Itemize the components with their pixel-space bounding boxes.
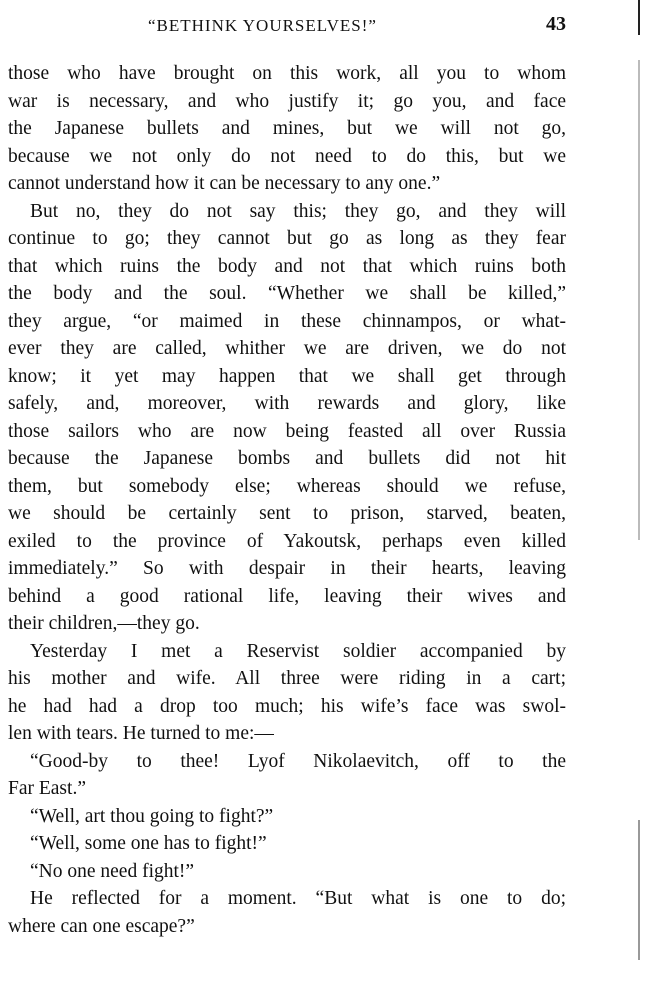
text-line: “Good-by to thee! Lyof Nikolaevitch, off to the — [30, 750, 566, 772]
text-line: know; it yet may happen that we shall get through — [8, 365, 566, 387]
body-text — [8, 60, 566, 940]
text-line: war is necessary, and who justify it; go you, and face — [8, 90, 566, 112]
text-line: the Japanese bullets and mines, but we will not go, — [8, 118, 566, 139]
text-line: those sailors who are now being feasted all over Russia — [8, 420, 566, 442]
running-title: “BETHINK YOURSELVES!” — [148, 16, 377, 35]
text-line: cannot understand how it can be necessary to any one.” — [8, 173, 441, 194]
text-line: that which ruins the body and not that which ruins both — [8, 255, 566, 277]
text-line: Yesterday I met a Reservist soldier accompanied by — [30, 640, 566, 662]
text-line: them, but somebody else; whereas should we refuse, — [8, 475, 566, 497]
text-line: “Well, art thou going to fight?” — [30, 805, 274, 827]
text-line: safely, and, moreover, with rewards and glory, like — [8, 393, 566, 414]
text-line: exiled to the province of Yakoutsk, perhaps even killed — [8, 530, 566, 552]
text-line: those who have brought on this work, all you to whom — [8, 63, 566, 84]
text-line: Far East.” — [8, 778, 86, 799]
text-line: behind a good rational life, leaving their wives and — [8, 585, 566, 607]
text-line: the body and the soul. “Whether we shall be killed,” — [8, 283, 566, 304]
text-line: his mother and wife. All three were riding in a cart; — [8, 668, 566, 689]
text-line: because we not only do not need to do this, but we — [8, 145, 566, 167]
text-line: immediately.” So with despair in their hearts, leaving — [8, 558, 566, 579]
text-line: ever they are called, whither we are driven, we do not — [8, 338, 566, 359]
page-number: 43 — [546, 13, 566, 35]
page-header — [8, 10, 568, 40]
text-line: continue to go; they cannot but go as long as they fear — [8, 228, 566, 249]
text-line: because the Japanese bombs and bullets did not hit — [8, 448, 566, 469]
text-line: len with tears. He turned to me:— — [8, 723, 274, 744]
text-line: we should be certainly sent to prison, starved, beaten, — [8, 503, 566, 524]
text-line: “Well, some one has to fight!” — [30, 833, 267, 854]
page-edge-shadow — [638, 0, 640, 960]
text-line: But no, they do not say this; they go, and they will — [30, 200, 566, 222]
text-line: they argue, “or maimed in these chinnampos, or what- — [8, 310, 566, 332]
text-line: where can one escape?” — [8, 915, 195, 937]
text-line: He reflected for a moment. “But what is one to do; — [30, 888, 566, 909]
text-line: their children,—they go. — [8, 613, 200, 634]
text-line: “No one need fight!” — [30, 860, 195, 882]
text-line: he had had a drop too much; his wife’s face was swol- — [8, 695, 566, 717]
